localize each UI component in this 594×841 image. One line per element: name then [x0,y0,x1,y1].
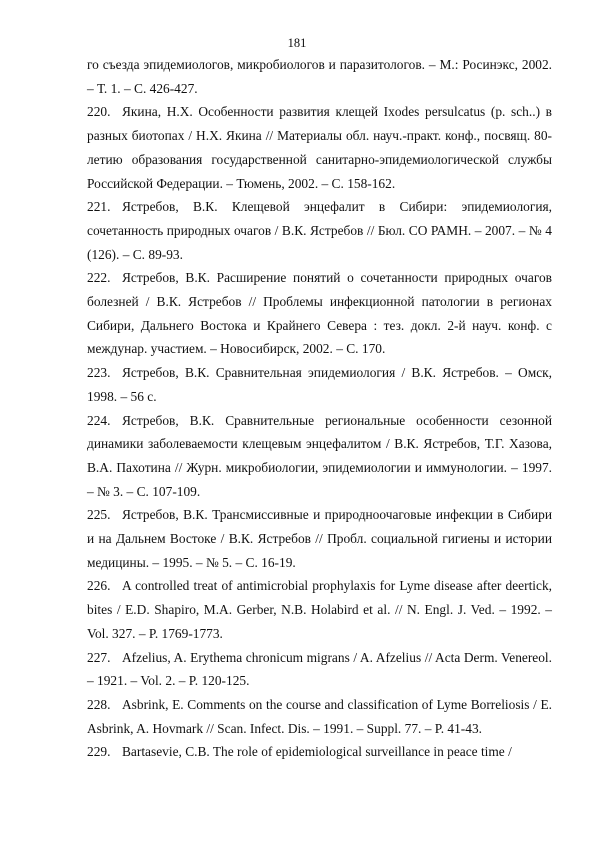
reference-number: 224. [87,412,111,428]
reference-number: 228. [87,696,111,712]
reference-text: Asbrink, E. Comments on the course and classification of Lyme Borreliosis / E. Asbrink, A. Hovmark // Scan. Infect. Dis. – 1991. – Suppl. 77. – P. 41-43. [87,696,552,736]
reference-text: Afzelius, A. Erythema chronicum migrans / A. Afzelius // Acta Derm. Venereol. – 1921. – Vol. 2. – P. 120-125. [87,649,552,689]
reference-item-continued [87,53,552,100]
reference-number: 225. [87,507,111,523]
reference-item-223 [87,361,552,408]
reference-item-225 [87,503,552,574]
reference-text: Якина, Н.Х. Особенности развития клещей Ixodes persulcatus (p. sch..) в разных биотопах / Н.Х. Якина // Материалы обл. науч.-практ. конф., посвящ. 80-летию образования государственной санитарно-эпидемиологической службы Российской Федерации. – Тюмень, 2002. – С. 158-162. [87,104,552,191]
reference-text: Ястребов, В.К. Сравнительная эпидемиология / В.К. Ястребов. – Омск, 1998. – 56 с. [87,365,552,404]
reference-number: 226. [87,578,111,594]
reference-item-222 [87,266,552,361]
reference-item-229 [87,740,552,764]
reference-item-228 [87,693,552,740]
reference-text: Bartasevie, C.B. The role of epidemiological surveillance in peace time / [122,744,512,760]
reference-number: 220. [87,104,111,120]
reference-text: Ястребов, В.К. Расширение понятий о сочетанности природных очагов болезней / В.К. Ястребов // Проблемы инфекционной патологии в регионах Сибири, Дальнего Востока и Крайнего Севера : тез. докл. 2-й науч. конф. с междунар. участием. – Новосибирск, 2002. – С. 170. [87,270,552,357]
reference-text: Ястребов, В.К. Трансмиссивные и природноочаговые инфекции в Сибири и на Дальнем Востоке / В.К. Ястребов // Пробл. социальной гигиены и истории медицины. – 1995. – № 5. – С. 16-19. [87,507,552,570]
reference-text: го съезда эпидемиологов, микробиологов и паразитологов. – М.: Росинэкс, 2002. – Т. 1. – С. 426-427. [87,57,552,96]
reference-item-227 [87,646,552,693]
reference-item-226 [87,574,552,645]
reference-text: Ястребов, В.К. Клещевой энцефалит в Сибири: эпидемиология, сочетанность природных очагов / В.К. Ястребов // Бюл. СО РАМН. – 2007. – № 4 (126). – С. 89-93. [87,199,552,262]
reference-text: A controlled treat of antimicrobial prophylaxis for Lyme disease after deertick, bites / E.D. Shapiro, M.A. Gerber, N.B. Holabird et al. // N. Engl. J. Ved. – 1992. –Vol. 327. – P. 1769-1773. [87,578,552,641]
reference-text: Ястребов, В.К. Сравнительные региональные особенности сезонной динамики заболеваемости клещевым энцефалитом / В.К. Ястребов, Т.Г. Хазова, В.А. Пахотина // Журн. микробиологии, эпидемиологии и иммунологии. – 1997. – № 3. – С. 107-109. [87,412,552,499]
reference-number: 221. [87,199,111,215]
reference-number: 229. [87,744,111,760]
reference-item-221 [87,195,552,266]
reference-number: 222. [87,270,111,286]
reference-item-220 [87,100,552,195]
reference-number: 227. [87,649,111,665]
page-number: 181 [287,36,307,50]
reference-number: 223. [87,365,111,381]
reference-item-224 [87,409,552,504]
reference-list [87,53,552,764]
